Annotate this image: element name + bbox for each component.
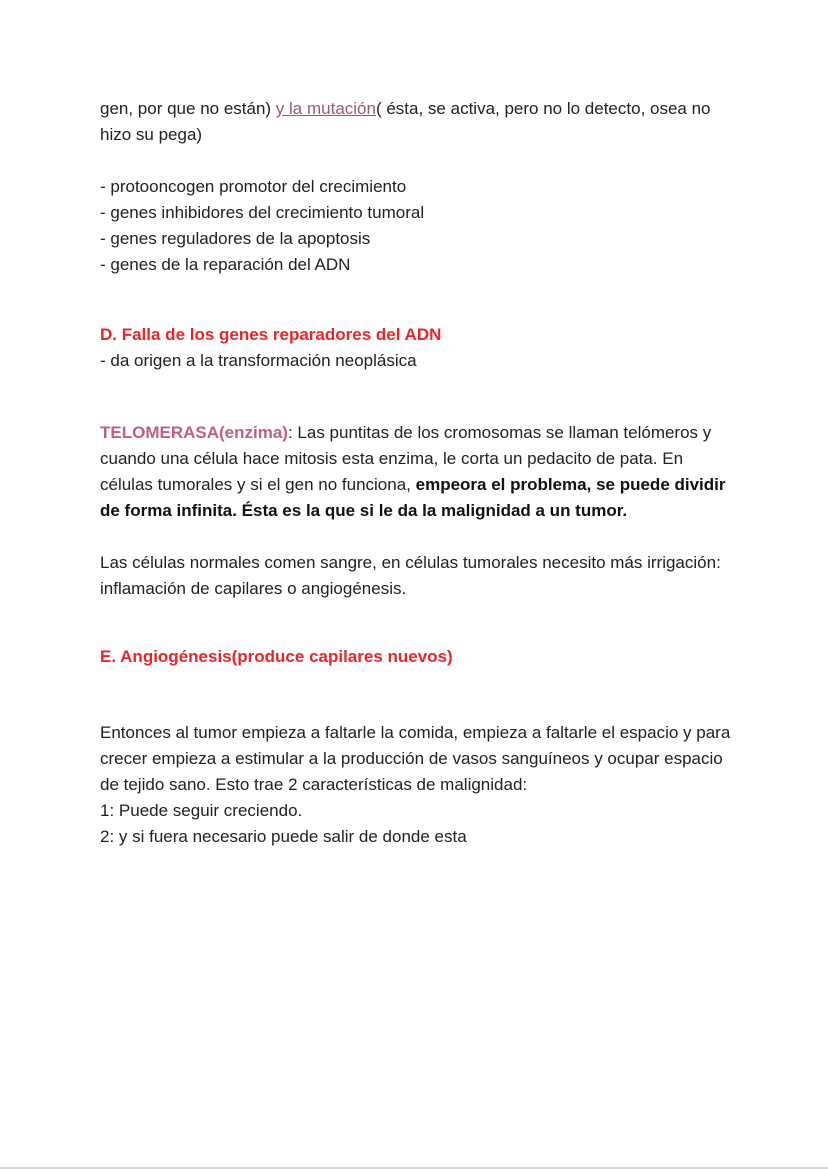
gene-list-item: - genes de la reparación del ADN xyxy=(100,255,351,274)
telomerasa-paragraph xyxy=(100,420,732,524)
telomerasa-separator: : xyxy=(287,423,298,442)
malignancy-point: 2: y si fuera necesario puede salir de donde esta xyxy=(100,827,467,846)
normal-cells-paragraph: Las células normales comen sangre, en células tumorales necesito más irrigación: inflamación de capilares o angiogénesis. xyxy=(100,553,721,598)
section-d-body: - da origen a la transformación neoplásica xyxy=(100,351,417,370)
gene-list-item: - genes reguladores de la apoptosis xyxy=(100,229,371,248)
malignancy-point: 1: Puede seguir creciendo. xyxy=(100,801,303,820)
gene-list-item: - genes inhibidores del crecimiento tumoral xyxy=(100,203,425,222)
telomerasa-text-bold: empeora el problema, se puede dividir de forma infinita. Ésta es la que si le da la malignidad a un tumor. xyxy=(100,475,726,520)
section-e-heading: E. Angiogénesis(produce capilares nuevos) xyxy=(100,647,453,666)
malignancy-points xyxy=(100,798,732,850)
gene-list-item: - protooncogen promotor del crecimiento xyxy=(100,177,407,196)
section-d-heading: D. Falla de los genes reparadores del ADN xyxy=(100,325,442,344)
telomerasa-label: TELOMERASA(enzima) xyxy=(100,423,288,442)
intro-text-after: ( ésta, se activa, pero no lo detecto, osea no hizo su pega) xyxy=(100,99,711,144)
gene-list xyxy=(100,174,732,278)
document-content xyxy=(100,96,732,850)
tumor-paragraph: Entonces al tumor empieza a faltarle la comida, empieza a faltarle el espacio y para crecer empieza a estimular a la producción de vasos sanguíneos y ocupar espacio de tejido sano. Esto trae 2 características de malignidad: xyxy=(100,723,731,794)
intro-text-before: gen, por que no están) xyxy=(100,99,276,118)
mutation-underlined-text: y la mutación xyxy=(275,99,376,118)
intro-paragraph xyxy=(100,96,732,148)
telomerasa-text-normal: Las puntitas de los cromosomas se llaman telómeros y cuando una célula hace mitosis esta enzima, le corta un pedacito de pata. En células tumorales y si el gen no funciona, xyxy=(100,423,712,494)
